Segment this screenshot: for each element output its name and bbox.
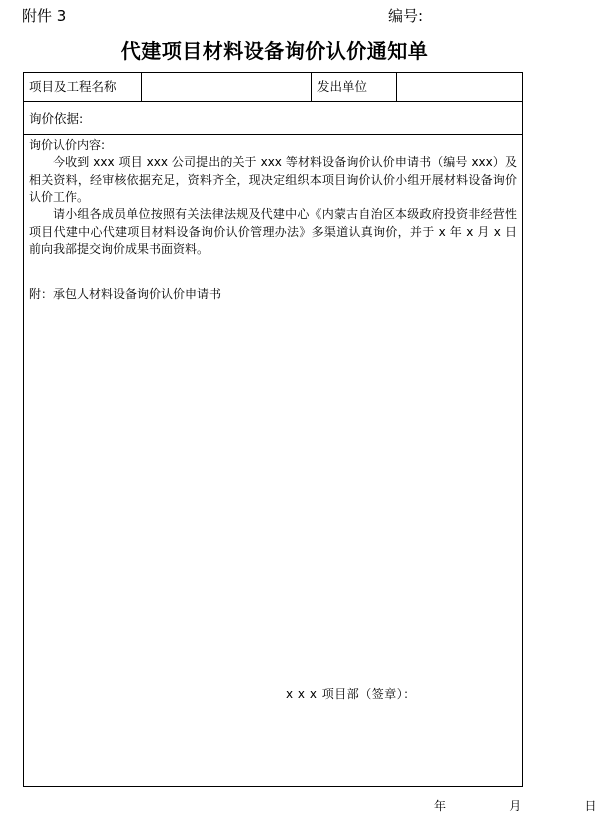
- project-name-value: [142, 73, 312, 101]
- issuer-label: 发出单位: [312, 73, 397, 101]
- project-name-label: 项目及工程名称: [24, 73, 142, 101]
- content-paragraph-2: 请小组各成员单位按照有关法律法规及代建中心《内蒙古自治区本级政府投资非经营性项目代建中心代建项目材料设备询价认价管理办法》多渠道认真询价，并于 x 年 x 月 x 日前向我部提交询价成果书面资料。: [29, 207, 517, 256]
- signature-line: x x x 项目部（签章）：: [286, 687, 416, 701]
- inquiry-content-label: 询价认价内容:: [29, 138, 106, 152]
- attachment-label: 附件 3: [22, 7, 67, 25]
- notice-form: [23, 72, 597, 813]
- inquiry-basis-row: 询价依据:: [24, 102, 522, 135]
- issuer-value: [397, 73, 522, 101]
- inquiry-content-section: [24, 136, 597, 813]
- content-paragraph-1: 今收到 xxx 项目 xxx 公司提出的关于 xxx 等材料设备询价认价申请书（编号 xxx）及相关资料，经审核依据充足，资料齐全，现决定组织本项目询价认价小组开展材料设备询价认价工作。: [29, 155, 517, 204]
- serial-number-label: 编号:: [388, 7, 424, 25]
- document-title: 代建项目材料设备询价认价通知单: [120, 39, 429, 63]
- form-row-project: [24, 73, 522, 102]
- date-line: 年 月 日: [434, 799, 597, 813]
- attachment-note: 附：承包人材料设备询价认价申请书: [29, 287, 222, 301]
